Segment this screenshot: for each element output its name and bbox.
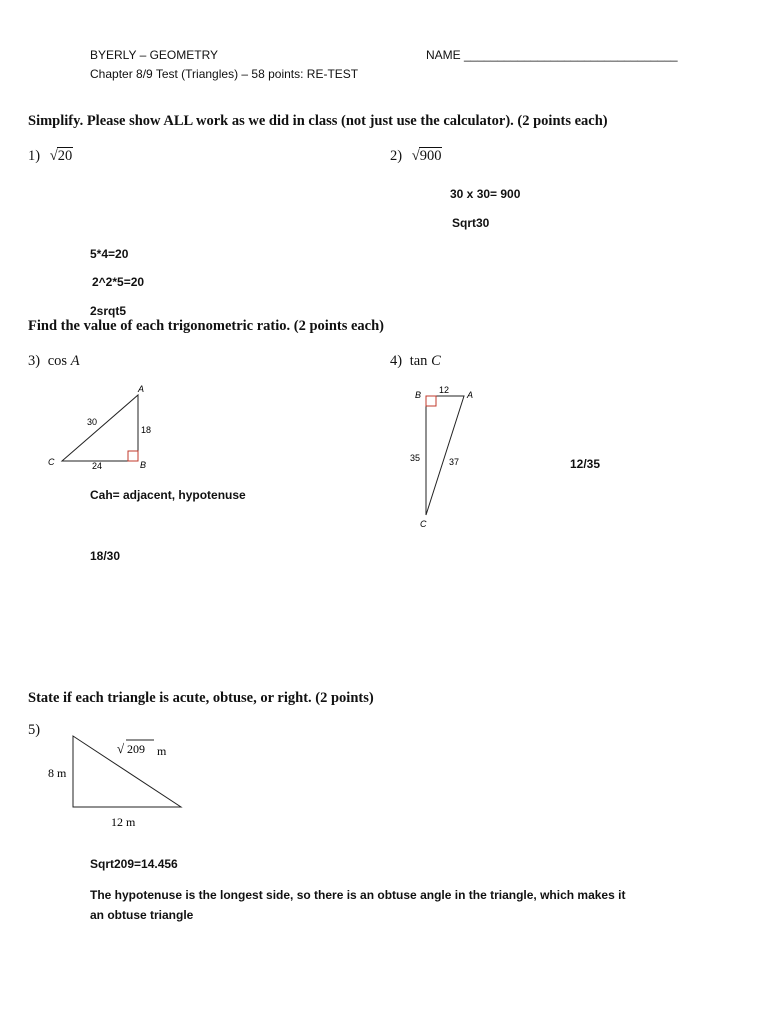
question-2-work-line-2: Sqrt30	[452, 216, 490, 230]
side-adjacent-label: 24	[92, 461, 103, 471]
question-1-number: 1)	[28, 148, 41, 164]
question-1-radical	[50, 148, 73, 165]
side-bottom-label: 12 m	[111, 815, 136, 829]
vertex-b-label: B	[415, 390, 422, 400]
section-classify-heading: State if each triangle is acute, obtuse, or right. (2 points)	[28, 690, 374, 706]
question-2-radical	[412, 148, 443, 165]
side-hypotenuse-label: 37	[449, 457, 460, 467]
question-5-work-line-3: an obtuse triangle	[90, 908, 194, 922]
section-trig-heading: Find the value of each trigonometric ratio. (2 points each)	[28, 318, 385, 334]
triangle-abc-shape	[426, 396, 464, 515]
right-angle-marker-icon	[128, 451, 138, 461]
question-4-number: 4)	[390, 353, 403, 369]
test-title: Chapter 8/9 Test (Triangles) – 58 points: RE-TEST	[90, 67, 359, 81]
side-left-label: 8 m	[48, 766, 67, 780]
question-2	[390, 148, 442, 165]
question-1-work-line-1: 5*4=20	[90, 247, 129, 261]
question-4-answer: 12/35	[570, 457, 601, 471]
question-1	[28, 148, 73, 165]
question-3-triangle-figure	[40, 384, 170, 476]
sqrt-icon: √	[49, 148, 58, 164]
sqrt-icon: √	[411, 148, 420, 164]
question-2-radicand: 900	[419, 148, 442, 164]
course-title: BYERLY – GEOMETRY	[90, 48, 219, 62]
side-left-label: 35	[410, 453, 421, 463]
question-1-work-line-3: 2srqt5	[90, 304, 127, 318]
side-opposite-label: 18	[141, 425, 152, 435]
question-3-answer: 18/30	[90, 549, 121, 563]
question-5-work-line-2: The hypotenuse is the longest side, so there is an obtuse angle in the triangle, which makes it	[90, 888, 626, 902]
question-4-triangle-figure	[400, 384, 490, 534]
side-hypotenuse-label	[117, 740, 167, 758]
question-5-triangle-figure	[44, 728, 194, 834]
question-2-number: 2)	[390, 148, 403, 164]
question-5-work-line-1: Sqrt209=14.456	[90, 857, 178, 871]
vertex-c-label: C	[48, 457, 55, 467]
question-2-work-line-1: 30 x 30= 900	[450, 187, 521, 201]
hypotenuse-radicand: 209	[127, 742, 145, 756]
side-hypotenuse-label: 30	[87, 417, 98, 427]
question-3-work-line-1: Cah= adjacent, hypotenuse	[90, 488, 246, 502]
question-3-number: 3)	[28, 353, 41, 369]
vertex-a-label: A	[138, 384, 145, 394]
section-simplify-heading: Simplify. Please show ALL work as we did in class (not just use the calculator). (2 points each)	[28, 113, 608, 129]
vertex-b-label: B	[140, 460, 147, 470]
question-4-function: tan	[409, 353, 428, 369]
name-field-label: NAME ________________________________	[426, 48, 678, 62]
right-angle-marker-icon	[426, 396, 436, 406]
sqrt-icon: √	[117, 741, 125, 756]
side-top-label: 12	[439, 385, 450, 395]
question-5-number: 5)	[28, 722, 41, 738]
vertex-c-label: C	[420, 519, 427, 529]
question-1-radicand: 20	[57, 148, 73, 164]
question-4	[390, 353, 441, 370]
triangle-abc-shape	[62, 395, 138, 461]
question-3-function: cos	[47, 353, 68, 369]
hypotenuse-unit: m	[157, 744, 167, 758]
question-4-variable: C	[431, 353, 441, 369]
question-3	[28, 353, 80, 370]
question-1-work-line-2: 2^2*5=20	[92, 275, 145, 289]
question-3-variable: A	[70, 353, 80, 369]
vertex-a-label: A	[467, 390, 474, 400]
